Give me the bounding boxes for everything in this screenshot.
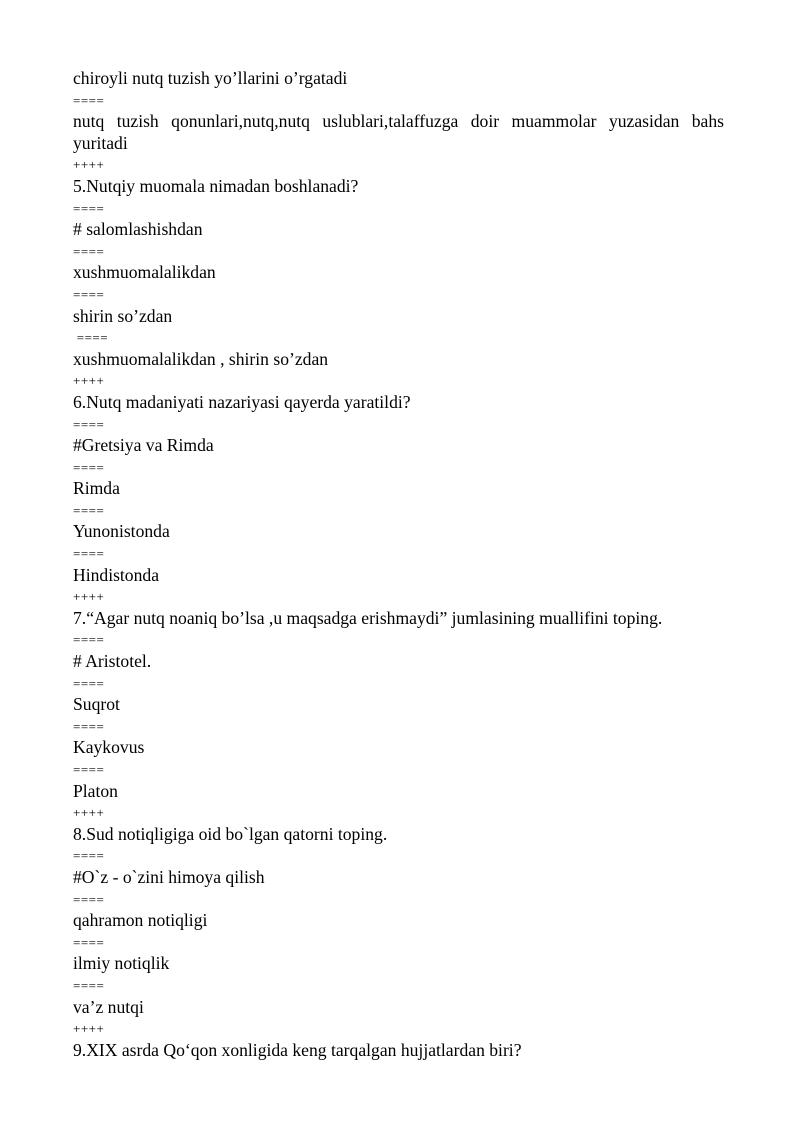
option-separator: ====	[73, 416, 105, 432]
text-line: 9.XIX asrda Qo‘qon xonligida keng tarqalgan hujjatlardan biri?	[73, 1039, 522, 1060]
text-line: 7.“Agar nutq noaniq bo’lsa ,u maqsadga erishmaydi” jumlasining muallifini toping.	[73, 607, 663, 628]
text-line: # salomlashishdan	[73, 219, 203, 240]
text-line: 5.Nutqiy muomala nimadan boshlanadi?	[73, 175, 359, 196]
option-separator: ====	[73, 848, 105, 864]
option-separator: ====	[73, 675, 105, 691]
question-separator: ++++	[73, 1021, 105, 1037]
text-line: nutq tuzish qonunlari,nutq,nutq uslublari,talaffuzga doir muammolar yuzasidan bahs yuritadi	[73, 111, 724, 153]
option-separator: ====	[73, 286, 105, 302]
text-line: Hindistonda	[73, 564, 160, 585]
option-separator: ====	[73, 934, 105, 950]
text-line: xushmuomalalikdan	[73, 262, 216, 283]
option-separator: ====	[73, 762, 105, 777]
option-separator: ====	[73, 977, 105, 993]
text-line: #O`z - o`zini himoya qilish	[73, 866, 265, 887]
text-line: Rimda	[73, 478, 120, 499]
option-separator: ====	[73, 200, 105, 216]
option-separator: ====	[73, 92, 105, 108]
question-separator: ++++	[73, 805, 105, 821]
text-line: xushmuomalalikdan , shirin so’zdan	[73, 348, 329, 369]
option-separator: ====	[73, 632, 105, 648]
option-separator: ====	[73, 330, 109, 346]
text-line: qahramon notiqligi	[73, 910, 208, 931]
option-separator: ====	[73, 502, 105, 518]
question-separator: ++++	[73, 589, 105, 605]
text-line: ilmiy notiqlik	[73, 953, 170, 974]
option-separator: ====	[73, 459, 105, 475]
option-separator: ====	[73, 546, 105, 562]
text-line: #Gretsiya va Rimda	[73, 435, 214, 456]
text-line: shirin so’zdan	[73, 305, 173, 326]
text-line: 8.Sud notiqligiga oid bo`lgan qatorni toping.	[73, 823, 388, 844]
text-line: Suqrot	[73, 694, 120, 715]
question-separator: ++++	[73, 373, 105, 389]
text-line: # Aristotel.	[73, 651, 152, 672]
text-line: Kaykovus	[73, 737, 145, 758]
option-separator: ====	[73, 243, 105, 259]
option-separator: ====	[73, 891, 105, 907]
text-line: Platon	[73, 780, 118, 801]
text-line: va’z nutqi	[73, 996, 144, 1017]
text-line: Yunonistonda	[73, 521, 170, 542]
text-line: 6.Nutq madaniyati nazariyasi qayerda yaratildi?	[73, 391, 411, 412]
document-page	[73, 68, 724, 1061]
question-separator: ++++	[73, 157, 105, 173]
option-separator: ====	[73, 718, 105, 734]
text-line: chiroyli nutq tuzish yo’llarini o’rgatadi	[73, 68, 348, 88]
